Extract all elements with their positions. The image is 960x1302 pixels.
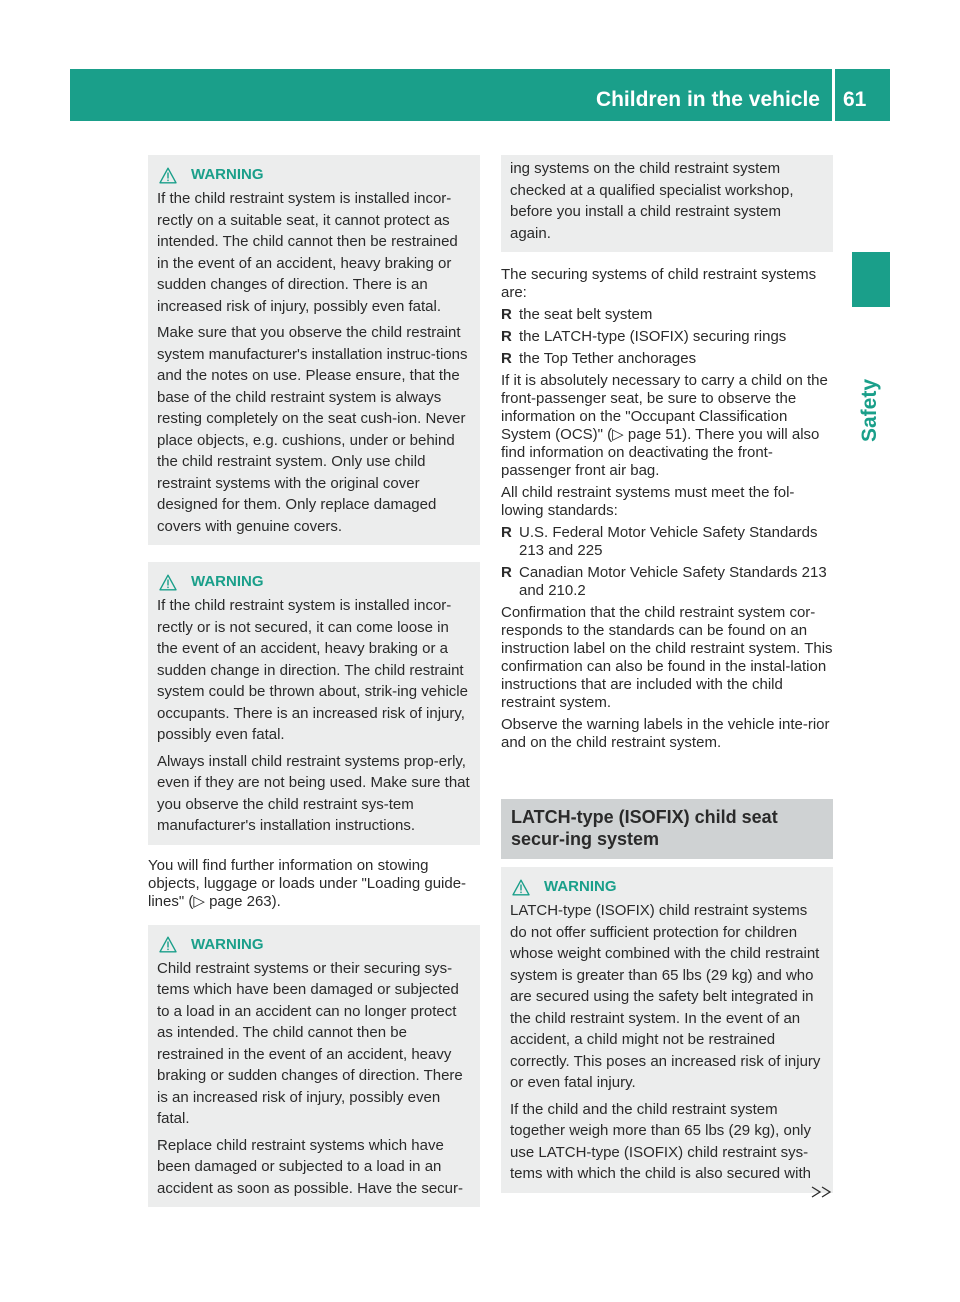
list-item — [501, 306, 833, 324]
page-number: 61 — [843, 88, 867, 111]
warning-text: Replace child restraint systems which have been damaged or subjected to a load in an accident as soon as possible. Have the secur- — [157, 1136, 463, 1197]
warning-box — [148, 925, 480, 1208]
body-text: ). — [271, 892, 281, 910]
warning-heading-text: WARNING — [191, 166, 264, 183]
section-heading: LATCH-type (ISOFIX) child seat secur-ing system — [501, 799, 833, 859]
warning-heading — [157, 572, 472, 592]
warning-box — [148, 155, 480, 545]
securing-systems — [501, 266, 833, 752]
securing-list — [501, 306, 833, 368]
side-tab-label: Safety — [858, 378, 881, 442]
warning-box — [148, 562, 480, 845]
list-item — [501, 350, 833, 368]
list-item — [501, 564, 833, 600]
body-text: Confirmation that the child restraint system cor-responds to the standards can be found on an instruction label on the child restraint system. This confirmation can also be found in the instal-lation instructions that are included with the child restraint system. — [501, 604, 833, 711]
warning-text: LATCH-type (ISOFIX) child restraint systems do not offer sufficient protection for children whose weight combined with the child restraint system is greater than 65 lbs (29 kg) and who are secured using the safety belt integrated in the child restraint system. In the event of an accident, a child might not be restrained correctly. This poses an increased risk of injury or even fatal injury. — [510, 902, 821, 1091]
standards-list — [501, 524, 833, 600]
list-item-text: the LATCH-type (ISOFIX) securing rings — [519, 328, 787, 345]
warning-heading — [157, 165, 472, 185]
warning-text: If the child and the child restraint system together weigh more than 65 lbs (29 kg), only use LATCH-type (ISOFIX) child restraint sys-tems with which the child is also secured with — [510, 1100, 812, 1182]
warning-text: Child restraint systems or their securing sys-tems which have been damaged or subjected to a load in an accident can no longer protect as intended. The child cannot then be restrained in the event of an accident, heavy braking or sudden changes of direction. There is an increased risk of injury, possibly even fatal. — [157, 959, 463, 1127]
stowing-note-text — [148, 857, 480, 911]
warning-box-continued — [501, 155, 833, 252]
body-text: All child restraint systems must meet the fol-lowing standards: — [501, 484, 795, 519]
body-text: If it is absolutely necessary to carry a child on the front-passenger seat, be sure to observe the information on the "Occupant Classification System (OCS)" ( — [501, 372, 828, 443]
warning-box — [501, 867, 833, 1193]
side-tab-marker — [852, 252, 890, 307]
continued-arrows-icon — [811, 1186, 833, 1198]
page-reference-link[interactable]: page 263 — [209, 892, 272, 910]
page-ref-arrow-icon: ▷ — [612, 426, 624, 443]
front-passenger-note — [501, 372, 833, 480]
warning-heading — [157, 935, 472, 955]
warning-triangle-icon — [159, 936, 177, 953]
warning-heading-text: WARNING — [544, 878, 617, 895]
list-item-text: the Top Tether anchorages — [519, 350, 697, 367]
warning-triangle-icon — [512, 879, 530, 896]
body-text: You will find further information on stowing objects, luggage or loads under "Loading guide-lines" ( — [148, 856, 467, 910]
chapter-title: Children in the vehicle — [595, 88, 820, 111]
stowing-note — [148, 857, 480, 911]
bullet-marker: R — [501, 350, 512, 367]
warning-text: If the child restraint system is installed incor-rectly or is not secured, it can come loose in the event of an accident, heavy braking or a sudden change in direction. The child restraint system could be thrown about, strik-ing vehicle occupants. There is an increased risk of injury, possibly even fatal. — [157, 597, 468, 743]
list-item-text: the seat belt system — [519, 306, 653, 323]
warning-text: Make sure that you observe the child restraint system manufacturer's installation instruc-tions and the notes on use. Please ensure, that the base of the child restraint system is always resting completely on the seat cush-ion. Never place objects, e.g. cushions, under or behind the child restraint system. Only use child restraint systems with the original cover designed for them. Only replace damaged covers with genuine covers. — [157, 324, 468, 535]
page-ref-arrow-icon: ▷ — [193, 892, 205, 910]
bullet-marker: R — [501, 524, 512, 541]
list-item-text: Canadian Motor Vehicle Safety Standards 213 and 210.2 — [519, 564, 827, 599]
bullet-marker: R — [501, 564, 512, 581]
right-column — [501, 0, 833, 1193]
warning-text: ing systems on the child restraint system checked at a qualified specialist workshop, before you install a child restraint system again. — [510, 160, 794, 242]
warning-triangle-icon — [159, 167, 177, 184]
warning-heading-text: WARNING — [191, 935, 264, 953]
warning-heading-text: WARNING — [191, 573, 264, 590]
bullet-marker: R — [501, 306, 512, 323]
body-text: ). There you will also find information on deactivating the front-passenger front air bag. — [501, 426, 820, 479]
body-text: The securing systems of child restraint systems are: — [501, 266, 817, 301]
list-item-text: U.S. Federal Motor Vehicle Safety Standards 213 and 225 — [519, 524, 818, 559]
warning-triangle-icon — [159, 574, 177, 591]
warning-heading — [510, 877, 825, 897]
page-reference-link[interactable]: page 51 — [627, 426, 683, 443]
list-item — [501, 524, 833, 560]
list-item — [501, 328, 833, 346]
body-text: Observe the warning labels in the vehicle inte-rior and on the child restraint system. — [501, 716, 830, 751]
warning-text: If the child restraint system is installed incor-rectly on a suitable seat, it cannot protect as intended. The child cannot then be restrained in the event of an accident, heavy braking or sudden changes of direction. There is an increased risk of injury, possibly even fatal. — [157, 190, 458, 315]
warning-text: Always install child restraint systems prop-erly, even if they are not being used. Make sure that you observe the child restraint sys-tem manufacturer's installation instructions. — [157, 752, 470, 834]
bullet-marker: R — [501, 328, 512, 345]
left-column — [148, 0, 480, 1207]
